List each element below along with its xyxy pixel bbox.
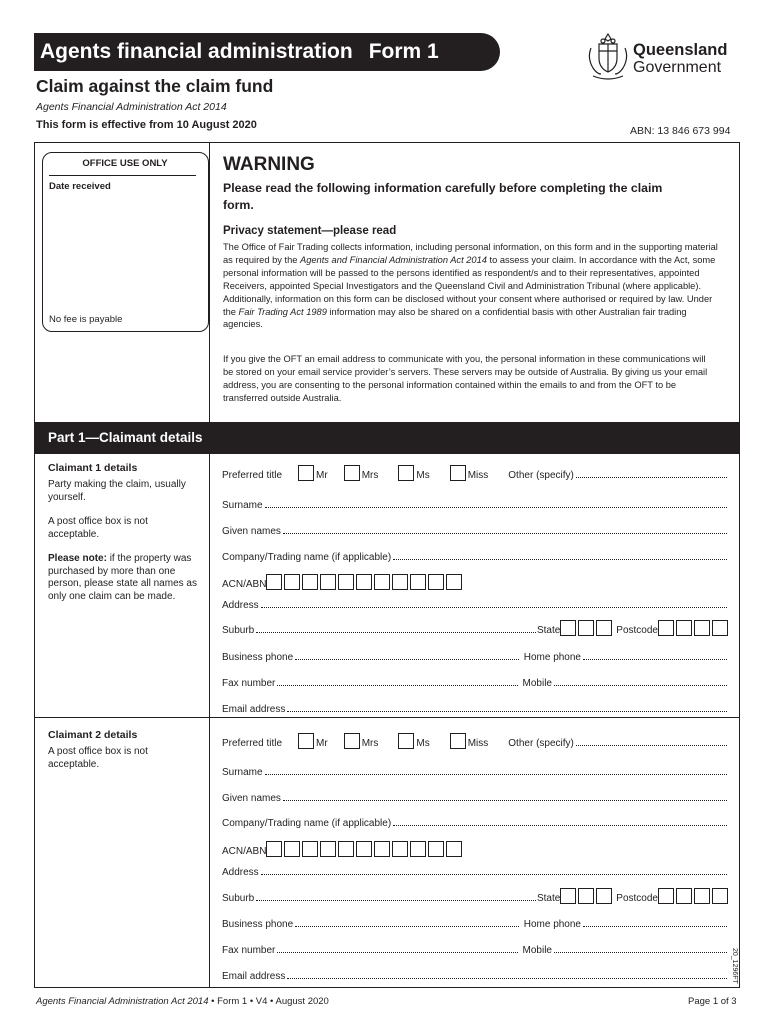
claimant2-email-row	[222, 968, 728, 982]
state-label: State	[536, 625, 561, 636]
note-label: Please note:	[48, 553, 107, 564]
act-name: Fair Trading Act 1989	[238, 306, 327, 317]
claimant1-po-box-note: A post office box is not acceptable.	[48, 516, 148, 540]
claimant1-surname-row	[222, 497, 728, 511]
miss-checkbox[interactable]	[450, 465, 466, 481]
claimant1-please-note	[48, 553, 198, 603]
other-label: Other (specify)	[508, 738, 574, 749]
surname-field[interactable]	[265, 774, 727, 775]
mrs-checkbox[interactable]	[344, 465, 360, 481]
act-name: Agents and Financial Administration Act 2014	[300, 254, 487, 265]
fax-label: Fax number	[222, 945, 276, 956]
privacy-paragraph-2: If you give the OFT an email address to communicate with you, the personal information in these communications will be stored on your email service provider’s servers. These servers may be outside of Australia. By giving us your email address, you are consenting to the personal information contained within the emails to and from the OFT to be transferred outside Australia.	[223, 354, 708, 403]
fax-field[interactable]	[277, 685, 517, 686]
address-field[interactable]	[261, 874, 727, 875]
other-field[interactable]	[576, 477, 727, 478]
mrs-label: Mrs	[361, 738, 379, 749]
claimant2-suburb-row	[222, 887, 728, 904]
preferred-title-label: Preferred title	[222, 738, 283, 749]
suburb-label: Suburb	[222, 625, 255, 636]
acn-boxes[interactable]	[266, 841, 464, 857]
logo-line-1: Queensland	[633, 41, 728, 59]
claimant2-heading: Claimant 2 details	[48, 729, 138, 741]
suburb-field[interactable]	[256, 900, 536, 901]
column-divider	[209, 142, 210, 422]
company-field[interactable]	[393, 825, 727, 826]
claimant2-address-row	[222, 864, 728, 878]
privacy-paragraph-1	[223, 241, 718, 331]
address-label: Address	[222, 600, 259, 611]
claimant1-given-names-row	[222, 523, 728, 537]
home-phone-field[interactable]	[583, 659, 727, 660]
postcode-boxes[interactable]	[658, 620, 728, 636]
privacy-text: The Office of Fair Trading collects information, including personal information, on this form and in the supporting material as required by the	[223, 242, 718, 265]
privacy-text: information may also be shared on a confidential basis with other Australian fair trading agencies.	[223, 306, 687, 330]
suburb-label: Suburb	[222, 893, 255, 904]
footer-info	[36, 996, 329, 1007]
postcode-label: Postcode	[616, 893, 658, 904]
business-phone-label: Business phone	[222, 652, 294, 663]
no-fee-note: No fee is payable	[49, 314, 123, 325]
miss-label: Miss	[467, 738, 489, 749]
claimant2-fax-row	[222, 942, 728, 956]
logo-line-2: Government	[633, 59, 722, 76]
page-number: Page 1 of 3	[688, 996, 737, 1007]
email-field[interactable]	[287, 978, 727, 979]
claimant1-phone-row	[222, 649, 728, 663]
footer-act: Agents Financial Administration Act 2014	[36, 996, 209, 1007]
effective-date: This form is effective from 10 August 2020	[36, 119, 257, 131]
claimant1-acn-row	[222, 573, 728, 590]
claimant2-surname-row	[222, 764, 728, 778]
form-subtitle: Claim against the claim fund	[36, 76, 274, 96]
office-use-title: OFFICE USE ONLY	[82, 158, 168, 169]
mobile-label: Mobile	[522, 678, 552, 689]
mobile-field[interactable]	[554, 685, 727, 686]
surname-label: Surname	[222, 767, 263, 778]
part1-heading: Part 1—Claimant details	[34, 422, 740, 454]
ms-label: Ms	[416, 470, 430, 481]
act-reference: Agents Financial Administration Act 2014	[36, 101, 227, 113]
form-number: Form 1	[368, 40, 439, 63]
form-title: Agents financial administration	[40, 40, 353, 63]
address-field[interactable]	[261, 607, 727, 608]
given-names-label: Given names	[222, 526, 281, 537]
acn-label: ACN/ABN	[222, 579, 267, 590]
mr-label: Mr	[316, 738, 328, 749]
suburb-field[interactable]	[256, 632, 536, 633]
privacy-text: to assess your claim. In accordance with the Act, some personal information will be passed to the persons identified as respondent/s and to their representatives, appointed Receivers, appointed Special Investigators and the Queensland Civil and Administration Tribunal (where applicable). Additionally, information on this form can be disclosed without your consent where authorised or required by law. Under the	[223, 254, 716, 317]
mrs-checkbox[interactable]	[344, 733, 360, 749]
claimant2-title-row	[222, 733, 728, 749]
company-field[interactable]	[393, 559, 727, 560]
office-use-divider	[49, 175, 196, 176]
form-title-bar	[34, 33, 500, 71]
claimant1-description: Party making the claim, usually yourself.	[48, 479, 186, 503]
note-text: if the property was purchased by more than one person, please state all names as only one claim can be made.	[48, 553, 197, 602]
given-names-field[interactable]	[283, 800, 727, 801]
ms-checkbox[interactable]	[398, 733, 414, 749]
claimant1-address-row	[222, 597, 728, 611]
home-phone-field[interactable]	[583, 926, 727, 927]
state-boxes[interactable]	[560, 888, 614, 904]
warning-text: Please read the following information carefully before completing the claim form.	[223, 181, 663, 212]
claimant1-heading: Claimant 1 details	[48, 462, 138, 474]
business-phone-label: Business phone	[222, 919, 294, 930]
claimant2-company-row	[222, 815, 728, 829]
company-label: Company/Trading name (if applicable)	[222, 552, 392, 563]
given-names-field[interactable]	[283, 533, 727, 534]
claimant2-given-names-row	[222, 790, 728, 804]
warning-heading: WARNING	[223, 154, 315, 175]
claimant1-fax-row	[222, 675, 728, 689]
preferred-title-label: Preferred title	[222, 470, 283, 481]
address-label: Address	[222, 867, 259, 878]
email-field[interactable]	[287, 711, 727, 712]
date-received-label: Date received	[49, 181, 111, 192]
other-label: Other (specify)	[508, 470, 574, 481]
state-label: State	[536, 893, 561, 904]
claimant2-po-box-note: A post office box is not acceptable.	[48, 746, 148, 770]
privacy-heading: Privacy statement—please read	[223, 225, 397, 237]
state-boxes[interactable]	[560, 620, 614, 636]
miss-label: Miss	[467, 470, 489, 481]
queensland-crest-icon	[585, 30, 631, 82]
abn-number: ABN: 13 846 673 994	[630, 125, 731, 137]
acn-boxes[interactable]	[266, 574, 464, 590]
given-names-label: Given names	[222, 793, 281, 804]
business-phone-field[interactable]	[295, 659, 519, 660]
claimant1-suburb-row	[222, 619, 728, 636]
form-code: 20_1296FT	[731, 948, 738, 984]
column-divider	[209, 454, 210, 988]
footer-version: • Form 1 • V4 • August 2020	[208, 996, 329, 1007]
queensland-government-logo	[633, 42, 727, 76]
claimant2-phone-row	[222, 916, 728, 930]
ms-label: Ms	[416, 738, 430, 749]
fax-label: Fax number	[222, 678, 276, 689]
surname-label: Surname	[222, 500, 263, 511]
email-label: Email address	[222, 971, 286, 982]
other-field[interactable]	[576, 745, 727, 746]
mr-checkbox[interactable]	[298, 465, 314, 481]
claimant2-acn-row	[222, 840, 728, 857]
home-phone-label: Home phone	[523, 919, 581, 930]
postcode-label: Postcode	[616, 625, 658, 636]
email-label: Email address	[222, 704, 286, 715]
claimant1-email-row	[222, 701, 728, 715]
miss-checkbox[interactable]	[450, 733, 466, 749]
mobile-field[interactable]	[554, 952, 727, 953]
mobile-label: Mobile	[522, 945, 552, 956]
claimant1-title-row	[222, 465, 728, 481]
mr-checkbox[interactable]	[298, 733, 314, 749]
fax-field[interactable]	[277, 952, 517, 953]
section-divider	[34, 717, 740, 718]
home-phone-label: Home phone	[523, 652, 581, 663]
surname-field[interactable]	[265, 507, 727, 508]
company-label: Company/Trading name (if applicable)	[222, 818, 392, 829]
business-phone-field[interactable]	[295, 926, 519, 927]
mr-label: Mr	[316, 470, 328, 481]
acn-label: ACN/ABN	[222, 846, 267, 857]
claimant1-company-row	[222, 549, 728, 563]
postcode-boxes[interactable]	[658, 888, 728, 904]
office-use-box	[42, 152, 209, 332]
ms-checkbox[interactable]	[398, 465, 414, 481]
mrs-label: Mrs	[361, 470, 379, 481]
